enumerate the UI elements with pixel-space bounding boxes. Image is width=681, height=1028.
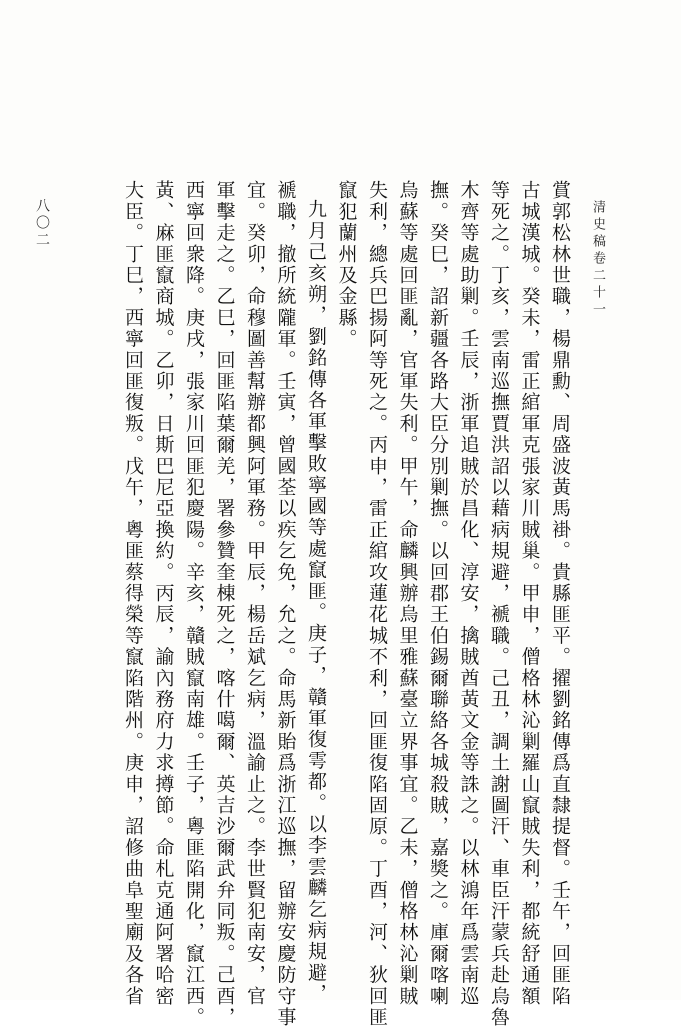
text-column-3: 等死之。丁亥，雲南巡撫賈洪詔以藉病規避，褫職。己丑，調土謝圖汗、車臣汗蒙兵赴烏魯 xyxy=(488,180,510,1028)
text-column-15: 大臣。丁巳，西寧回匪復叛。戊午，粵匪蔡得榮等竄陷階州。庚申，詔修曲阜聖廟及各省 xyxy=(122,180,144,1007)
page-number: 八〇二 xyxy=(34,198,50,249)
text-column-13: 西寧回衆降。庚戌，張家川回匪犯慶陽。辛亥，贛賊竄南雄。壬子，粵匪陷開化，竄江西。 xyxy=(183,180,205,1028)
running-title: 清史稿卷二十一 xyxy=(590,200,605,319)
text-column-14: 黃、麻匪竄商城。乙卯，日斯巴尼亞換約。丙辰，諭內務府力求撙節。命札克通阿署哈密 xyxy=(152,180,175,1007)
text-column-10: 褫職，撤所統隴軍。壬寅，曾國荃以疾乞免，允之。命馬新貽爲浙江巡撫，留辦安慶防守事 xyxy=(274,180,297,1028)
text-column-8: 竄犯蘭州及金縣。 xyxy=(335,180,358,350)
text-column-12: 軍擊走之。乙巳，回匪陷葉爾羌，署參贊奎棟死之，喀什噶爾、英吉沙爾武弁同叛。己酉， xyxy=(213,180,236,1028)
text-column-7: 失利，總兵巴揚阿等死之。丙申，雷正綰攻蓮花城不利，回匪復陷固原。丁酉，河、狄回匪 xyxy=(366,180,388,1028)
text-column-11: 宜。癸卯，命穆圖善幫辦都興阿軍務。甲辰，楊岳斌乞病，溫諭止之。李世賢犯南安，官 xyxy=(244,180,266,1007)
vertical-text-block xyxy=(118,180,576,1028)
text-column-4: 木齊等處助剿。壬辰，浙軍追賊於昌化、淳安，擒賊酋黃文金等誅之。以林鴻年爲雲南巡 xyxy=(457,180,480,1007)
text-column-1: 賞郭松林世職，楊鼎勳、周盛波黃馬褂。貴縣匪平。擢劉銘傳爲直隸提督。壬午，回匪陷 xyxy=(549,180,571,1007)
text-column-9: 九月己亥朔，劉銘傳各軍擊敗寧國等處竄匪。庚子，贛軍復雩都。以李雲麟乞病規避， xyxy=(305,199,327,1005)
text-column-5: 撫。癸巳，詔新疆各路大臣分別剿撫。以回郡王伯錫爾聯絡各城殺賊，嘉獎之。庫爾喀喇 xyxy=(427,180,449,1007)
text-column-6: 烏蘇等處回匪亂，官軍失利。甲午，命麟興辦烏里雅蘇臺立界事宜。乙未，僧格林沁剿賊 xyxy=(396,180,419,1007)
text-column-2: 古城漢城。癸未，雷正綰軍克張家川賊巢。甲申，僧格林沁剿羅山竄賊失利，都統舒通額 xyxy=(518,180,541,1007)
